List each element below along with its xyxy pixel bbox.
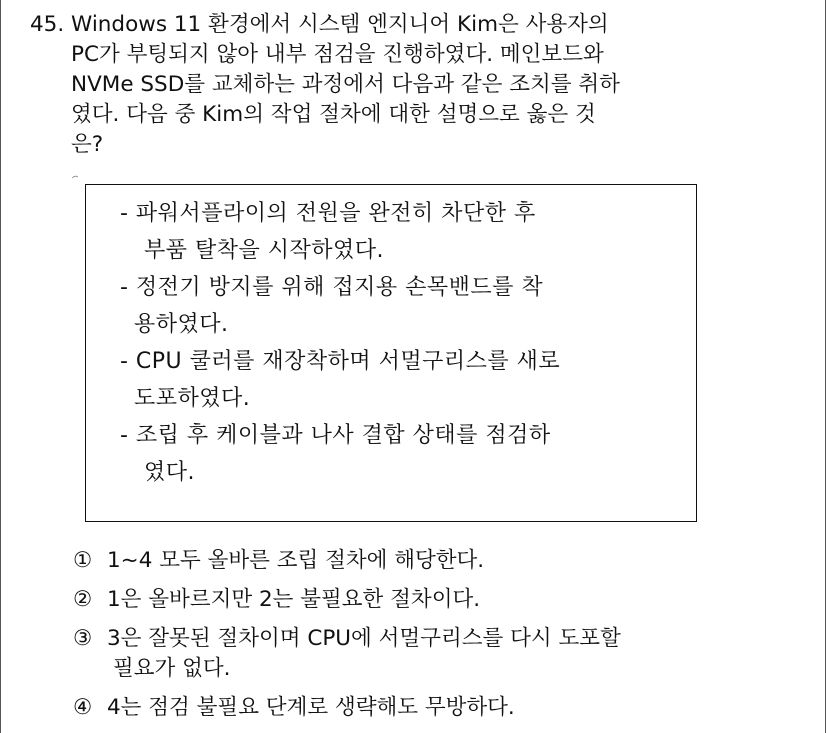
choice-1[interactable] bbox=[73, 546, 773, 576]
choice-2-text: 1은 올바르지만 2는 불필요한 절차이다. bbox=[107, 587, 481, 612]
condition-4: - 조립 후 케이블과 나사 결합 상태를 점검하 bbox=[120, 423, 551, 448]
scan-artifact-mark bbox=[72, 172, 78, 181]
condition-1: - 파워서플라이의 전원을 완전히 차단한 후 bbox=[120, 201, 536, 226]
choice-3[interactable] bbox=[73, 624, 773, 654]
question-stem bbox=[30, 10, 790, 160]
question-line-3: NVMe SSD를 교체하는 과정에서 다음과 같은 조치를 취하 bbox=[71, 72, 620, 97]
question-number: 45. bbox=[30, 12, 65, 37]
choice-4[interactable] bbox=[73, 693, 773, 723]
answer-choices bbox=[73, 546, 773, 723]
condition-4-cont: 였다. bbox=[144, 460, 195, 485]
question-line-2: PC가 부팅되지 않아 내부 점검을 진행하였다. 메인보드와 bbox=[71, 42, 604, 67]
choice-3-text: 3은 잘못된 절차이며 CPU에 서멀구리스를 다시 도포할 bbox=[107, 626, 621, 651]
choice-1-text: 1~4 모두 올바른 조립 절차에 해당한다. bbox=[107, 548, 485, 573]
choice-3-number: ③ bbox=[73, 626, 93, 651]
condition-3-cont: 도포하였다. bbox=[134, 386, 251, 411]
choice-4-number: ④ bbox=[73, 695, 93, 720]
condition-3: - CPU 쿨러를 재장착하며 서멀구리스를 새로 bbox=[120, 349, 561, 374]
choice-2[interactable] bbox=[73, 585, 773, 615]
condition-2-cont: 용하였다. bbox=[134, 312, 229, 337]
condition-1-cont: 부품 탈착을 시작하였다. bbox=[144, 238, 385, 263]
condition-2: - 정전기 방지를 위해 접지용 손목밴드를 착 bbox=[120, 275, 544, 300]
conditions-list bbox=[120, 195, 680, 491]
choice-1-number: ① bbox=[73, 548, 93, 573]
question-line-1: Windows 11 환경에서 시스템 엔지니어 Kim은 사용자의 bbox=[71, 12, 609, 37]
choice-2-number: ② bbox=[73, 587, 93, 612]
conditions-box bbox=[85, 184, 697, 522]
question-line-4: 였다. 다음 중 Kim의 작업 절차에 대한 설명으로 옳은 것 bbox=[71, 102, 596, 127]
question-line-5: 은? bbox=[71, 132, 104, 157]
choice-3-cont: 필요가 없다. bbox=[113, 656, 231, 681]
choice-4-text: 4는 점검 불필요 단계로 생략해도 무방하다. bbox=[107, 695, 515, 720]
